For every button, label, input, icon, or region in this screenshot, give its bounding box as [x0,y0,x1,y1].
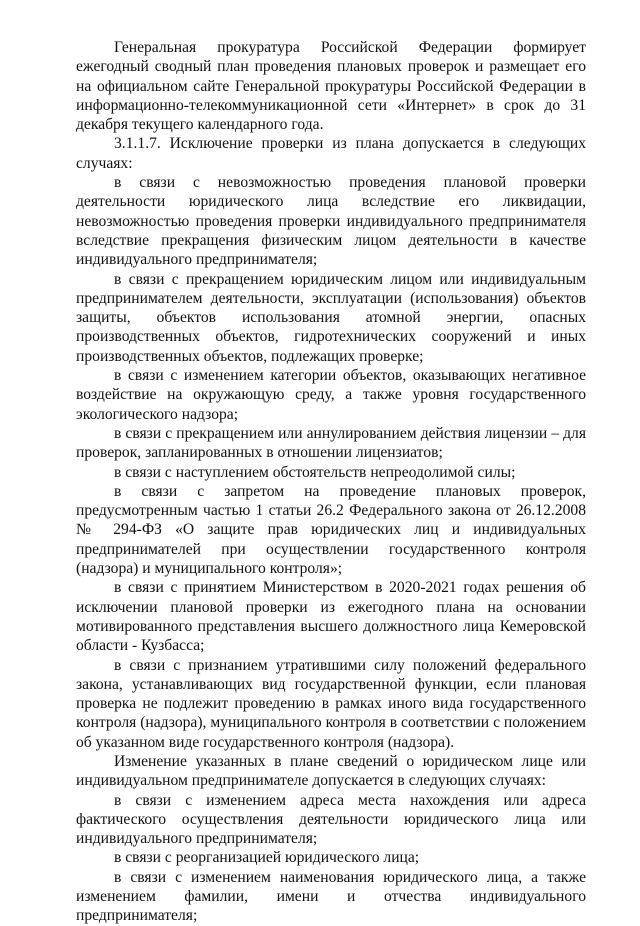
paragraph-force-majeure: в связи с наступлением обстоятельств непреодолимой силы; [114,463,516,481]
paragraph-category-change: в связи с изменением категории объектов, оказывающих негативное воздействие на окружающую среду, а также уровня государственного экологического надзора; [76,367,586,423]
paragraph-address-change: в связи с изменением адреса места нахождения или адреса фактического осуществления деятельности юридического лица или индивидуального предпринимателя; [76,791,586,848]
paragraph-info-change-intro: Изменение указанных в плане сведений о юридическом лице или индивидуальном предпринимателе допускается в следующих случаях: [76,752,586,790]
paragraph-inspection-ban: в связи с запретом на проведение плановых проверок, предусмотренным частью 1 статьи 26.2 Федерального закона от 26.12.2008 № 294-ФЗ «О защите прав юридических лиц и индивидуальных предпринимателей при осуществлении государственного контроля (надзора) и муниципального контроля»; [76,482,586,578]
paragraph-reorganization: в связи с реорганизацией юридического лица; [114,849,420,867]
paragraph-ministry-decision: в связи с принятием Министерством в 2020-2021 годах решения об исключении плановой проверки из ежегодного плана на основании мотивированного представления высшего должностного лица Кемеровской области - Кузбасса; [76,579,586,655]
paragraph-section-3-1-1-7: 3.1.1.7. Исключение проверки из плана допускается в следующих случаях: [76,135,586,172]
paragraph-liquidation: в связи с невозможностью проведения плановой проверки деятельности юридического лица вследствие его ликвидации, невозможностью проведения проверки индивидуального предпринимателя вследствие прекращения физическим лицом деятельности в качестве индивидуального предпринимателя; [76,174,586,269]
paragraph-law-repeal: в связи с признанием утратившими силу положений федерального закона, устанавливающих вид государственной функции, если плановая проверка не подлежит проведению в рамках иного вида государственного контроля (надзора), муниципального контроля в соответствии с положением об указанном виде государственного контроля (надзора). [76,656,586,751]
paragraph-name-change: в связи с изменением наименования юридического лица, а также изменением фамилии, имени и отчества индивидуального предпринимателя; [76,868,586,925]
paragraph-license-termination: в связи с прекращением или аннулированием действия лицензии – для проверок, запланированных в отношении лицензиатов; [76,424,586,462]
document-page [76,38,586,926]
paragraph-termination-of-activity: в связи с прекращением юридическим лицом или индивидуальным предпринимателем деятельности, эксплуатации (использования) объектов защиты, объектов использования атомной энергии, опасных производственных объектов, гидротехнических сооружений и иных производственных объектов, подлежащих проверке; [76,270,586,365]
paragraph-plan-publication: Генеральная прокуратура Российской Федерации формирует ежегодный сводный план проведения плановых проверок и размещает его на официальном сайте Генеральной прокуратуры Российской Федерации в информационно-телекоммуникационной сети «Интернет» в срок до 31 декабря текущего календарного года. [76,39,586,134]
